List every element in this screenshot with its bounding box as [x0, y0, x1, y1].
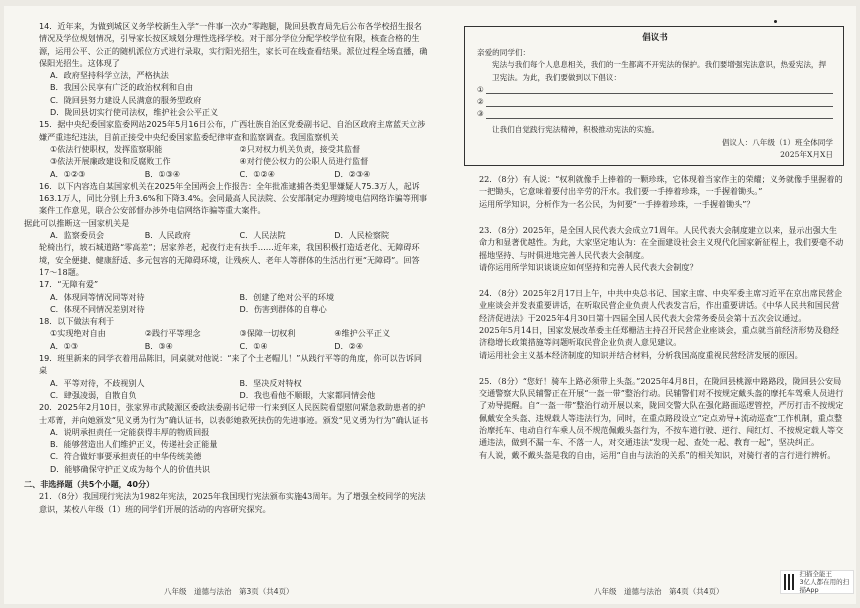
q18-item-4: ④维护公平正义 [334, 328, 391, 339]
q18-item-2: ②践行平等理念 [144, 328, 201, 339]
q15-item-3: ③依法开展廉政建设和反腐败工作 [50, 156, 171, 167]
q17-option-c: C．体现不同情况差别对待 [50, 303, 145, 314]
proposal-line-2 [477, 96, 833, 108]
q17-options-row-2 [24, 303, 429, 315]
q15-item-2: ②只对权力机关负责，接受其监督 [239, 143, 361, 154]
proposal-line-2-blank [486, 98, 833, 107]
page-3-column [24, 20, 429, 515]
q15-options [24, 168, 429, 180]
q15-option-a: A．①②③ [50, 168, 86, 179]
proposal-date: 2025年X月X日 [780, 149, 833, 159]
q22-question: 运用所学知识，分析作为一名公民，为何要“一手捧着珍珠，一手握着锄头”？ [479, 198, 755, 209]
proposal-title: 倡议书 [642, 33, 668, 43]
q16-option-c: C．人民法院 [239, 230, 286, 241]
q17-option-a: A．体现同等情况同等对待 [50, 291, 145, 302]
q15-item-4: ④对行使公权力的公职人员进行监督 [239, 156, 369, 167]
q18-items [24, 327, 429, 339]
q16-option-a: A．监察委员会 [50, 230, 105, 241]
q17-option-b: B．创建了绝对公平的环境 [239, 291, 335, 302]
q19-options-row-2 [24, 389, 429, 401]
page-3-footer: 八年级 道德与法治 第3页（共4页） [164, 587, 294, 596]
q14-option-d: D．陇回县切实行使司法权，维护社会公平正义 [50, 107, 219, 118]
proposal-line-3 [477, 108, 833, 120]
q25-stem: 25．（8分）“您好！骑车上路必须带上头盔。”2025年4月8日，在陇回县桃源中路路段，陇回县公安局交通警察大队民辅警正在开展“一盔一带”整治行动。民辅警们对不按规定戴头盔的摩托车驾乘人员进行了劝导提醒。自“一盔一带”整治行动开展以来，陇回交警大队在强化路面巡逻管控，严厉打击不按规定佩戴安全头盔、违规载人等违法行为，同时，在重点路段设立“定点劝导+流动巡查”工作机制，重点整治摩托车、电动自行车乘人员不规范佩戴头盔行为，不按车道行驶、逆行、闯红灯、不按规定载人等交通违法，做到不漏一车、不落一人，对交通违法“发现一起、查处一起、教育一起”，坚决纠正。 [479, 375, 844, 448]
q14-option-b: B．我国公民享有广泛的政治权利和自由 [50, 82, 194, 93]
proposal-body: 宪法与我们每个人息息相关，我们的一生都离不开宪法的保护。我们要增强宪法意识，热爱宪法，捍卫宪法。为此，我们要做到以下倡议： [492, 60, 827, 82]
q17-option-d: D．伤害到群体的自尊心 [239, 303, 327, 314]
proposal-signature: 倡议人：八年级（1）班全体同学 [721, 137, 833, 147]
proposal-greeting: 亲爱的同学们： [477, 48, 531, 58]
q20-option-d: D．能够确保守护正义成为每个人的价值共识 [50, 463, 211, 474]
q19-option-d: D．我也看他不顺眼，大家都同情会他 [239, 389, 376, 400]
q14-option-a: A．政府坚持科学立法，严格执法 [50, 70, 169, 81]
proposal-line-3-mark: ③ [477, 109, 484, 119]
qr-code-icon [784, 574, 796, 590]
q17-options-row-1 [24, 291, 429, 303]
proposal-box [464, 26, 844, 166]
q18-option-c: C．①④ [239, 340, 268, 351]
q14-option-c: C．陇回县努力建设人民满意的服务型政府 [50, 94, 202, 105]
exam-sheet [4, 6, 856, 604]
proposal-line-1-mark: ① [477, 84, 484, 94]
q16-option-b: B．人民政府 [144, 230, 191, 241]
q20-stem: 20．2025年2月10日，张家界市武陵源区委政法委副书记带一行来到区人民医院看望慰问紧急救助患者的护士邓菁，并向她颁发“见义勇为行为”确认证书，以表彰她救死扶伤的先进事迹。颁发“见义勇为行为”确认证书 [39, 402, 429, 425]
q16-option-d: D．人民检察院 [334, 230, 390, 241]
q25-question: 有人说，戴不戴头盔是我的自由，运用“自由与法治的关系”的相关知识，对骑行者的言行进行辨析。 [479, 449, 836, 460]
q15-option-d: D．②③④ [334, 168, 371, 179]
badge-line-1: 扫描全能王 [799, 570, 832, 578]
q19-stem: 19．班里新来的同学衣着用品陈旧，同桌就对他说：“来了个土老帽儿！”从践行平等的角度，你可以告诉同桌 [39, 353, 422, 376]
q14-stem: 14．近年来，为做到城区义务学校新生入学“一件事一次办”零跑腿，陇回县教育局先后公布各学校招生报名情况及学位规划情况，引导家长按区域划分理性选择学校。对于部分学位分配学校学位有限，核查合格的生源，运用公平、公正的随机派位方式进行录取，实行阳光招生，家长可在线查看结果。派位过程全场直播，确保阳光招生。这体现了 [39, 21, 428, 68]
q18-option-d: D．②④ [334, 340, 364, 351]
q15-item-1: ①依法行使职权，发挥监察职能 [50, 143, 163, 154]
proposal-line-1 [477, 84, 833, 96]
q23-question: 请你运用所学知识谈谈应如何坚持和完善人民代表大会制度？ [479, 261, 698, 272]
q18-item-3: ③保障一切权利 [239, 328, 296, 339]
q19-option-b: B．坚决反对特权 [239, 377, 302, 388]
badge-line-2: 3亿人都在用的扫描App [799, 578, 850, 594]
q19-options-row-1 [24, 377, 429, 389]
q19-option-c: C．肆强凌弱，自散自负 [50, 389, 137, 400]
q15-stem: 15．据中央纪委国家监委网站2025年5月16日公布，广西壮族自治区党委副书记、自治区政府主席蓝天立涉嫌严重违纪违法，目前正接受中央纪委国家监委纪律审查和监察调查。我国监察机关 [39, 119, 426, 142]
q17-stem: 17．“无障有爱” [39, 279, 99, 290]
q15-items-row-2 [24, 155, 429, 167]
q21-stem: 21．（8分）我国现行宪法为1982年宪法，2025年我国现行宪法颁布实施43周年。为了增强全校同学的宪法意识，某校八年级（1）班的同学们开展的活动的内容研究探究。 [39, 491, 426, 514]
q24-question: 请运用社会主义基本经济制度的知识并结合材料，分析我国高度重视民营经济发展的原因。 [479, 349, 803, 360]
proposal-line-1-blank [486, 85, 833, 94]
proposal-closing: 让我们自觉践行宪法精神，积极推动宪法的实施。 [492, 125, 660, 135]
q18-stem: 18．以下做法有利于 [39, 316, 115, 327]
q20-option-b: B．能够营造出人们维护正义，传递社会正能量 [50, 439, 218, 450]
page-4-column [464, 20, 844, 461]
page-4-footer: 八年级 道德与法治 第4页（共4页） [594, 587, 724, 596]
proposal-line-3-blank [486, 110, 833, 119]
q18-item-1: ①实现绝对自由 [50, 328, 106, 339]
proposal-line-2-mark: ② [477, 97, 484, 107]
q20-option-a: A．说明承担责任一定能获得丰厚的物质回报 [50, 426, 210, 437]
q23-stem: 23．（8分）2025年，是全国人民代表大会成立71周年。人民代表大会制度建立以来，显示出强大生命力和显著优越性。为此，大家坚定地认为：在全面建设社会主义现代化国家新征程上，我们要毫不动摇地坚持、与时俱进地完善人民代表大会制度。 [479, 224, 844, 260]
scanner-app-badge [780, 570, 854, 594]
q18-option-b: B．③④ [144, 340, 173, 351]
q16-question: 据此可以推断这一国家机关是 [24, 217, 130, 228]
q24-stem: 24．（8分）2025年2月17日上午，中共中央总书记、国家主席、中央军委主席习近平在京出席民营企业座谈会并发表重要讲话，在听取民营企业负责人代表发言后，作出重要讲话。《中华人民共和国民营经济促进法》于2025年4月30日第十四届全国人民代表大会常务委员会第十五次会议通过。 [479, 288, 843, 323]
q24-material-2: 2025年5月14日，国家发展改革委主任郑栅洁主持召开民营企业座谈会，重点就当前经济形势及稳经济稳增长政策措施等问题听取民营企业负责人意见建议。 [479, 325, 839, 348]
q19-option-a: A．平等对待，不歧视别人 [50, 377, 145, 388]
material-17-18: 轮椅出行，坡石城道路“零高差”；居家养老，起夜行走有扶手……近年来，我国积极打造适老化、无障碍环境，安全便捷、健康舒适、多元包容的无障碍环境，让残疾人、老年人等群体的生活出行更“无障碍”。回答17～18题。 [39, 242, 420, 277]
q16-stem: 16．以下内容选自某国家机关在2025年全国两会上作报告：全年批准逮捕各类犯罪嫌疑人75.3万人，起诉163.1万人，同比分别上升3.6%和下降3.4%。会同最高人民法院、公安部制定办理跨境电信网络诈骗等刑事案件工作意见，联合公安部督办涉外电信网络诈骗等重大案件。 [39, 180, 428, 216]
q20-option-c: C．符合做好事要承担责任的中华传统美德 [50, 451, 202, 462]
q16-options [24, 229, 429, 241]
section-2-heading: 二、非选择题（共5个小题，40分） [24, 478, 155, 489]
q18-options [24, 340, 429, 352]
q15-option-c: C．①②④ [239, 168, 276, 179]
q22-stem: 22．（8分）有人说：“权利就像手上捧着的一颗珍珠，它体现着当家作主的荣耀；义务就像手里握着的一把锄头，它意味着要付出辛劳的汗水。我们要一手捧着珍珠，一手握着锄头。” [479, 174, 843, 197]
q18-option-a: A．①③ [50, 340, 79, 351]
q15-option-b: B．①③④ [144, 168, 181, 179]
q15-items-row-1 [24, 143, 429, 155]
